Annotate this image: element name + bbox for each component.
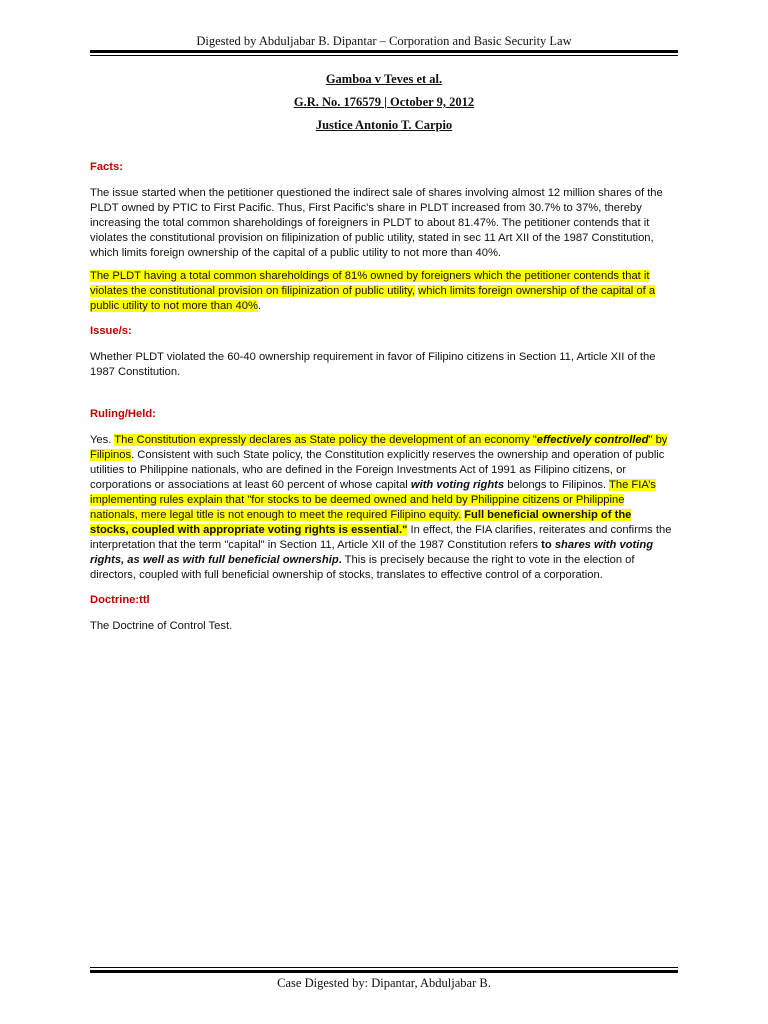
ruling-s15: This is precisely because the right to vote in the election of directors, coupled with full beneficial ownership of stocks, translates to effective control of a corporation. <box>90 554 635 581</box>
footer-rule-thick <box>90 970 678 973</box>
ruling-highlight-3: Full beneficial ownership of the stocks, coupled with appropriate voting rights is essential." <box>90 509 632 536</box>
facts-highlight-2: which limits foreign ownership of the capital of a public utility to not more than 40% <box>90 285 656 312</box>
ruling-heading: Ruling/Held: <box>90 408 156 420</box>
header-rule-thick <box>90 50 678 53</box>
facts-period: . <box>257 300 262 312</box>
ruling-highlight-1: The Constitution expressly declares as State policy the development of an economy "effectively controlled" by Filipinos <box>90 434 668 461</box>
ruling-shares-voting-rights: shares with voting rights, as well as with full beneficial ownership <box>90 539 654 566</box>
ruling-s7: belongs to Filipinos. <box>504 479 610 491</box>
case-title-block <box>90 70 678 139</box>
facts-paragraph-2 <box>90 269 672 314</box>
ruling-effectively-controlled: effectively controlled <box>536 434 649 446</box>
case-justice: Justice Antonio T. Carpio <box>315 118 453 132</box>
page-header: Digested by Abduljabar B. Dipantar – Corporation and Basic Security Law <box>196 34 572 48</box>
facts-highlight-1: The PLDT having a total common shareholdings of 81% owned by foreigners which the petitioner contends that it violates the constitutional provision on filipinization of public utility, <box>90 270 650 297</box>
ruling-s14: . <box>338 554 342 566</box>
digest-body <box>90 160 672 642</box>
footer-rule-thin <box>90 967 678 968</box>
page-footer: Case Digested by: Dipantar, Abduljabar B. <box>277 976 491 990</box>
case-name: Gamboa v Teves et al. <box>325 72 443 86</box>
ruling-highlight-2: The FIA’s implementing rules explain that "for stocks to be deemed owned and held by Philippine citizens or Philippine nationals, mere legal title is not enough to meet the required Filipino equity. <box>90 479 656 521</box>
issue-text: Whether PLDT violated the 60-40 ownership requirement in favor of Filipino citizens in Section 11, Article XII of the 1987 Constitution. <box>90 351 656 378</box>
issue-heading: Issue/s: <box>90 325 132 337</box>
ruling-s12: to <box>541 539 555 551</box>
header-rule-thin <box>90 55 678 56</box>
facts-paragraph-1: The issue started when the petitioner questioned the indirect sale of shares involving almost 12 million shares of the PLDT owned by PTIC to First Pacific. Thus, First Pacific's share in PLDT increased from 30.7% to 37%, thereby increasing the total common shareholdings of foreigners in PLDT to about 81.47%. The petitioner contends that it violates the constitutional provision on filipinization of public utility, stated in sec 11 Art XII of the 1987 Constitution, which limits foreign ownership of the capital of a public utility to not more than 40%. <box>90 187 663 259</box>
ruling-s1: Yes. <box>90 434 115 446</box>
doctrine-text: The Doctrine of Control Test. <box>90 620 233 632</box>
ruling-s11: In effect, the FIA clarifies, reiterates and confirms the interpretation that the term "capital" in Section 11, Article XII of the 1987 Constitution refers <box>90 524 672 551</box>
facts-heading: Facts: <box>90 161 123 173</box>
ruling-s5: . Consistent with such State policy, the Constitution explicitly reserves the ownership and operation of public utilities to Philippine nationals, who are defined in the Foreign Investments Act of 1991 as Filipino citizens, or corporations or associations at least 60 percent of whose capital <box>90 449 665 491</box>
case-gr-number: G.R. No. 176579 | October 9, 2012 <box>293 95 475 109</box>
doctrine-heading: Doctrine:ttl <box>90 594 150 606</box>
ruling-voting-rights: with voting rights <box>410 479 505 491</box>
ruling-text <box>90 433 672 583</box>
